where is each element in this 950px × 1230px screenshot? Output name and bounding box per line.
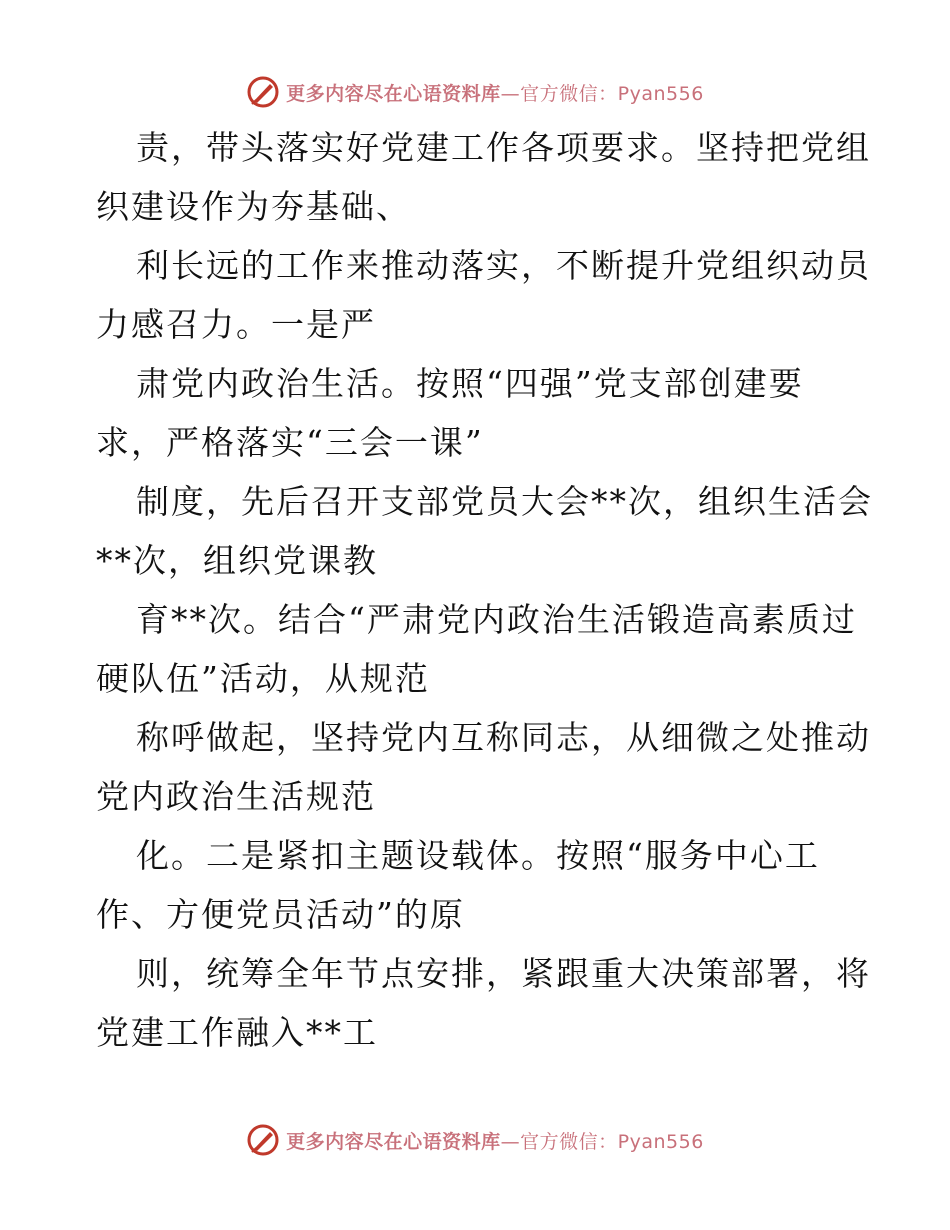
body-text-line: 党内政治生活规范 — [96, 777, 376, 816]
body-text-line: 力感召力。一是严 — [96, 305, 376, 344]
footer-watermark — [0, 1122, 950, 1158]
watermark-text — [286, 79, 704, 106]
body-text-line: 制度，先后召开支部党员大会**次，组织生活会 — [136, 482, 873, 521]
body-text-line: 育**次。结合“严肃党内政治生活锻造高素质过 — [136, 600, 857, 639]
watermark-contact: —官方微信：Pyan556 — [500, 1130, 704, 1153]
body-text-line: 党建工作融入**工 — [96, 1013, 378, 1052]
body-text-line: 织建设作为夯基础、 — [96, 187, 411, 226]
feather-pen-logo-icon — [246, 1123, 280, 1157]
watermark-brand: 更多内容尽在心语资料库 — [286, 1130, 501, 1153]
body-text-line: 则，统筹全年节点安排，紧跟重大决策部署，将 — [136, 954, 871, 993]
header-watermark — [0, 74, 950, 110]
body-text-line: 化。二是紧扣主题设载体。按照“服务中心工 — [136, 836, 820, 875]
body-text-line: 利长远的工作来推动落实，不断提升党组织动员 — [136, 246, 871, 285]
body-text-line: 作、方便党员活动”的原 — [96, 895, 465, 934]
body-text-line: **次，组织党课教 — [96, 541, 378, 580]
body-text-line: 责，带头落实好党建工作各项要求。坚持把党组 — [136, 128, 871, 167]
body-text-line: 称呼做起，坚持党内互称同志，从细微之处推动 — [136, 718, 871, 757]
body-text-line: 硬队伍”活动，从规范 — [96, 659, 430, 698]
feather-pen-logo-icon — [246, 75, 280, 109]
watermark-contact: —官方微信：Pyan556 — [500, 82, 704, 105]
document-body — [96, 118, 873, 1062]
body-text-line: 求，严格落实“三会一课” — [96, 423, 484, 462]
watermark-brand: 更多内容尽在心语资料库 — [286, 82, 501, 105]
watermark-text — [286, 1127, 704, 1154]
body-text-line: 肃党内政治生活。按照“四强”党支部创建要 — [136, 364, 804, 403]
